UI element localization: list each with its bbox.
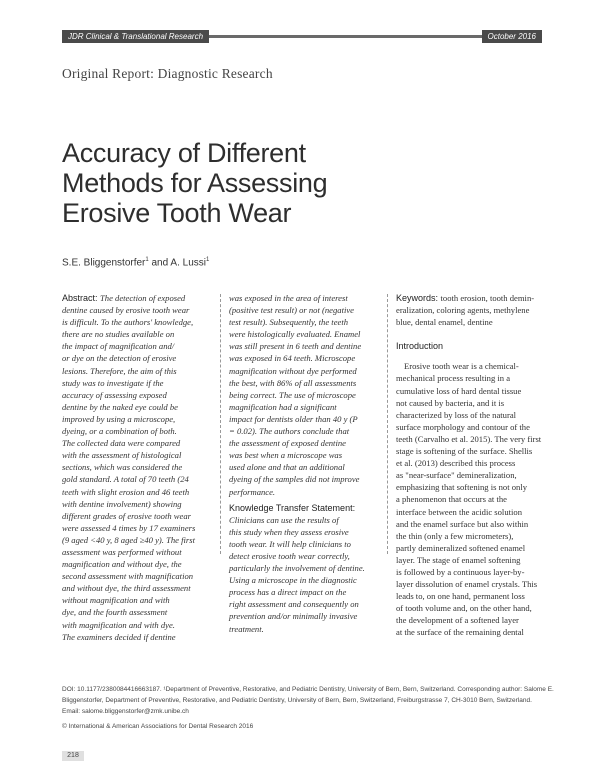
intro-line: the thin (only a few micrometers), bbox=[396, 530, 514, 541]
abstract-line: with magnification and with dye. bbox=[62, 619, 175, 630]
article-title bbox=[62, 138, 362, 228]
abstract-line: magnification and without dye, the bbox=[62, 559, 182, 570]
running-header bbox=[62, 30, 542, 43]
abstract-line: dyeing, or a combination of both. bbox=[62, 426, 177, 437]
footnote-line: Bliggenstorfer, Department of Preventive, Restorative, and Pediatric Dentistry, University of Bern, Bern, Switzerland, Freiburgstrasse 7, CH-3010 Bern, Switzerland. bbox=[62, 697, 532, 704]
intro-line: Erosive tooth wear is a chemical- bbox=[404, 361, 519, 372]
abstract-line: lesions. Therefore, the aim of this bbox=[62, 365, 177, 376]
intro-line: mechanical process resulting in a bbox=[396, 373, 511, 384]
kts-line: particularly the involvement of dentine. bbox=[229, 563, 365, 574]
abstract-line: dyeing of the samples did not improve bbox=[229, 474, 360, 485]
abstract-line: was best when a microscope was bbox=[229, 450, 343, 461]
abstract-line: study was to investigate if the bbox=[62, 377, 164, 388]
author-name: S.E. Bliggenstorfer bbox=[62, 257, 146, 269]
abstract-line: second assessment with magnification bbox=[62, 571, 194, 582]
kts-line: prevention and/or minimally invasive bbox=[229, 611, 358, 622]
abstract-line: The collected data were compared bbox=[62, 438, 181, 449]
abstract-column bbox=[62, 292, 212, 643]
kts-line: detect erosive tooth wear correctly, bbox=[229, 550, 350, 561]
affiliation-mark: 1 bbox=[145, 257, 149, 263]
introduction-heading: Introduction bbox=[396, 341, 444, 352]
abstract-line: was still present in 6 teeth and dentine bbox=[229, 341, 362, 352]
intro-line: at the surface of the remaining dental bbox=[396, 627, 524, 638]
footnote-line: DOI: 10.1177/2380084416663187. ¹Department of Preventive, Restorative, and Pediatric Dentistry, University of Bern, Bern, Switzerland. Corresponding author: Salome E. bbox=[62, 686, 554, 693]
abstract-line: magnification had a significant bbox=[229, 401, 337, 412]
column-divider bbox=[387, 294, 388, 554]
abstract-line: the impact of magnification and/ bbox=[62, 341, 175, 352]
abstract-line: or dye on the detection of erosive bbox=[62, 353, 177, 364]
abstract-line: magnification without dye performed bbox=[229, 365, 357, 376]
abstract-line: test result). Subsequently, the teeth bbox=[229, 317, 349, 328]
kts-line: process has a direct impact on the bbox=[229, 587, 347, 598]
abstract-line: were histologically evaluated. Enamel bbox=[229, 329, 361, 340]
abstract-line: The examiners decided if dentine bbox=[62, 631, 176, 642]
intro-line: not caused by bacteria, and it is bbox=[396, 397, 505, 408]
abstract-line: dentine by the naked eye could be bbox=[62, 401, 178, 412]
abstract-line: and without dye, the third assessment bbox=[62, 583, 191, 594]
abstract-label: Abstract: bbox=[62, 293, 101, 303]
abstract-line: different grades of erosive tooth wear bbox=[62, 510, 191, 521]
abstract-line: was exposed in 64 teeth. Microscope bbox=[229, 353, 356, 364]
abstract-line: there are no studies available on bbox=[62, 329, 175, 340]
title-line: Methods for Assessing bbox=[62, 168, 328, 198]
abstract-line: were assessed 4 times by 17 examiners bbox=[62, 522, 196, 533]
intro-line: the development of a softened layer bbox=[396, 615, 519, 626]
kts-line: Using a microscope in the diagnostic bbox=[229, 575, 357, 586]
abstract-line: improved by using a microscope, bbox=[62, 413, 176, 424]
abstract-line: the best, with 86% of all assessments bbox=[229, 377, 357, 388]
abstract-line: used alone and that an additional bbox=[229, 462, 345, 473]
abstract-line: the assessment of exposed dentine bbox=[229, 438, 346, 449]
abstract-line: teeth with slight erosion and 46 teeth bbox=[62, 486, 190, 497]
intro-line: is followed by a continuous layer-by- bbox=[396, 566, 525, 577]
intro-line: characterized by loss of the natural bbox=[396, 409, 517, 420]
abstract-line: being correct. The use of microscope bbox=[229, 389, 356, 400]
intro-line: as "near-surface" demineralization, bbox=[396, 470, 517, 481]
abstract-line: sections, which was considered the bbox=[62, 462, 183, 473]
report-type: Original Report: Diagnostic Research bbox=[62, 66, 273, 81]
keywords-line: eralization, coloring agents, methylene bbox=[396, 305, 530, 316]
journal-name: JDR Clinical & Translational Research bbox=[62, 30, 209, 43]
abstract-line: gold standard. A total of 70 teeth (24 bbox=[62, 474, 189, 485]
page-number: 218 bbox=[62, 751, 84, 761]
intro-line: a phenomenon that occurs at the bbox=[396, 494, 507, 505]
article-footnote bbox=[62, 684, 554, 732]
abstract-line: (positive test result) or not (negative bbox=[229, 305, 354, 316]
intro-line: layer. The stage of enamel softening bbox=[396, 554, 521, 565]
body-column bbox=[396, 292, 546, 639]
intro-line: leads to, on one hand, permanent loss bbox=[396, 591, 525, 602]
abstract-line: without magnification and with bbox=[62, 595, 170, 606]
abstract-line: assessment was performed without bbox=[62, 546, 182, 557]
intro-line: surface morphology and contour of the bbox=[396, 421, 530, 432]
kts-line: tooth wear. It will help clinicians to bbox=[229, 538, 351, 549]
kts-line: Clinicians can use the results of bbox=[229, 514, 339, 525]
title-line: Accuracy of Different bbox=[62, 138, 306, 168]
intro-line: layer dissolution of enamel crystals. This bbox=[396, 579, 538, 590]
intro-line: of tooth volume and, on the other hand, bbox=[396, 603, 532, 614]
intro-line: emphasizing that softening is not only bbox=[396, 482, 528, 493]
keywords-label: Keywords: bbox=[396, 293, 441, 303]
title-line: Erosive Tooth Wear bbox=[62, 198, 292, 228]
intro-line: teeth (Carvalho et al. 2015). The very first bbox=[396, 433, 542, 444]
kts-line: right assessment and consequently on bbox=[229, 599, 359, 610]
abstract-line: is difficult. To the authors' knowledge, bbox=[62, 317, 194, 328]
abstract-line: dye, and the fourth assessment bbox=[62, 607, 168, 618]
abstract-line: with dentine involvement) showing bbox=[62, 498, 182, 509]
abstract-line: Abstract: The detection of exposed bbox=[62, 293, 186, 303]
issue-date: October 2016 bbox=[482, 30, 542, 43]
kts-line: this study when they assess erosive bbox=[229, 526, 349, 537]
abstract-line: dentine caused by erosive tooth wear bbox=[62, 305, 190, 316]
keywords-line: blue, dental enamel, dentine bbox=[396, 317, 493, 328]
intro-line: partly demineralized softened enamel bbox=[396, 542, 526, 553]
abstract-line: impact for dentists older than 40 y (P bbox=[229, 413, 358, 424]
abstract-line: = 0.02). The authors conclude that bbox=[229, 426, 350, 437]
copyright-notice: © International & American Associations for Dental Research 2016 bbox=[62, 723, 254, 730]
intro-line: and the enamel surface but also within bbox=[396, 518, 529, 529]
intro-line: et al. (2013) described this process bbox=[396, 458, 516, 469]
affiliation-mark: 1 bbox=[205, 257, 210, 263]
intro-line: interface between the acidic solution bbox=[396, 506, 522, 517]
abstract-continued-column bbox=[229, 292, 379, 635]
abstract-line: was exposed in the area of interest bbox=[229, 293, 348, 303]
abstract-line: accuracy of assessing exposed bbox=[62, 389, 167, 400]
abstract-line: performance. bbox=[229, 486, 276, 497]
abstract-line: (9 aged <40 y, 8 aged ≥40 y). The first bbox=[62, 534, 195, 545]
column-divider bbox=[220, 294, 221, 554]
intro-line: stage is softening of the surface. Shellis bbox=[396, 446, 533, 457]
intro-line: cumulative loss of hard dental tissue bbox=[396, 385, 522, 396]
author-name: and A. Lussi bbox=[148, 257, 206, 269]
author-list bbox=[62, 257, 209, 268]
abstract-line: with the assessment of histological bbox=[62, 450, 182, 461]
kts-line: treatment. bbox=[229, 623, 264, 634]
keywords-line: Keywords: tooth erosion, tooth demin- bbox=[396, 293, 535, 303]
knowledge-transfer-heading: Knowledge Transfer Statement: bbox=[229, 502, 356, 513]
corresponding-email[interactable]: Email: salome.bliggenstorfer@zmk.unibe.ch bbox=[62, 708, 189, 715]
